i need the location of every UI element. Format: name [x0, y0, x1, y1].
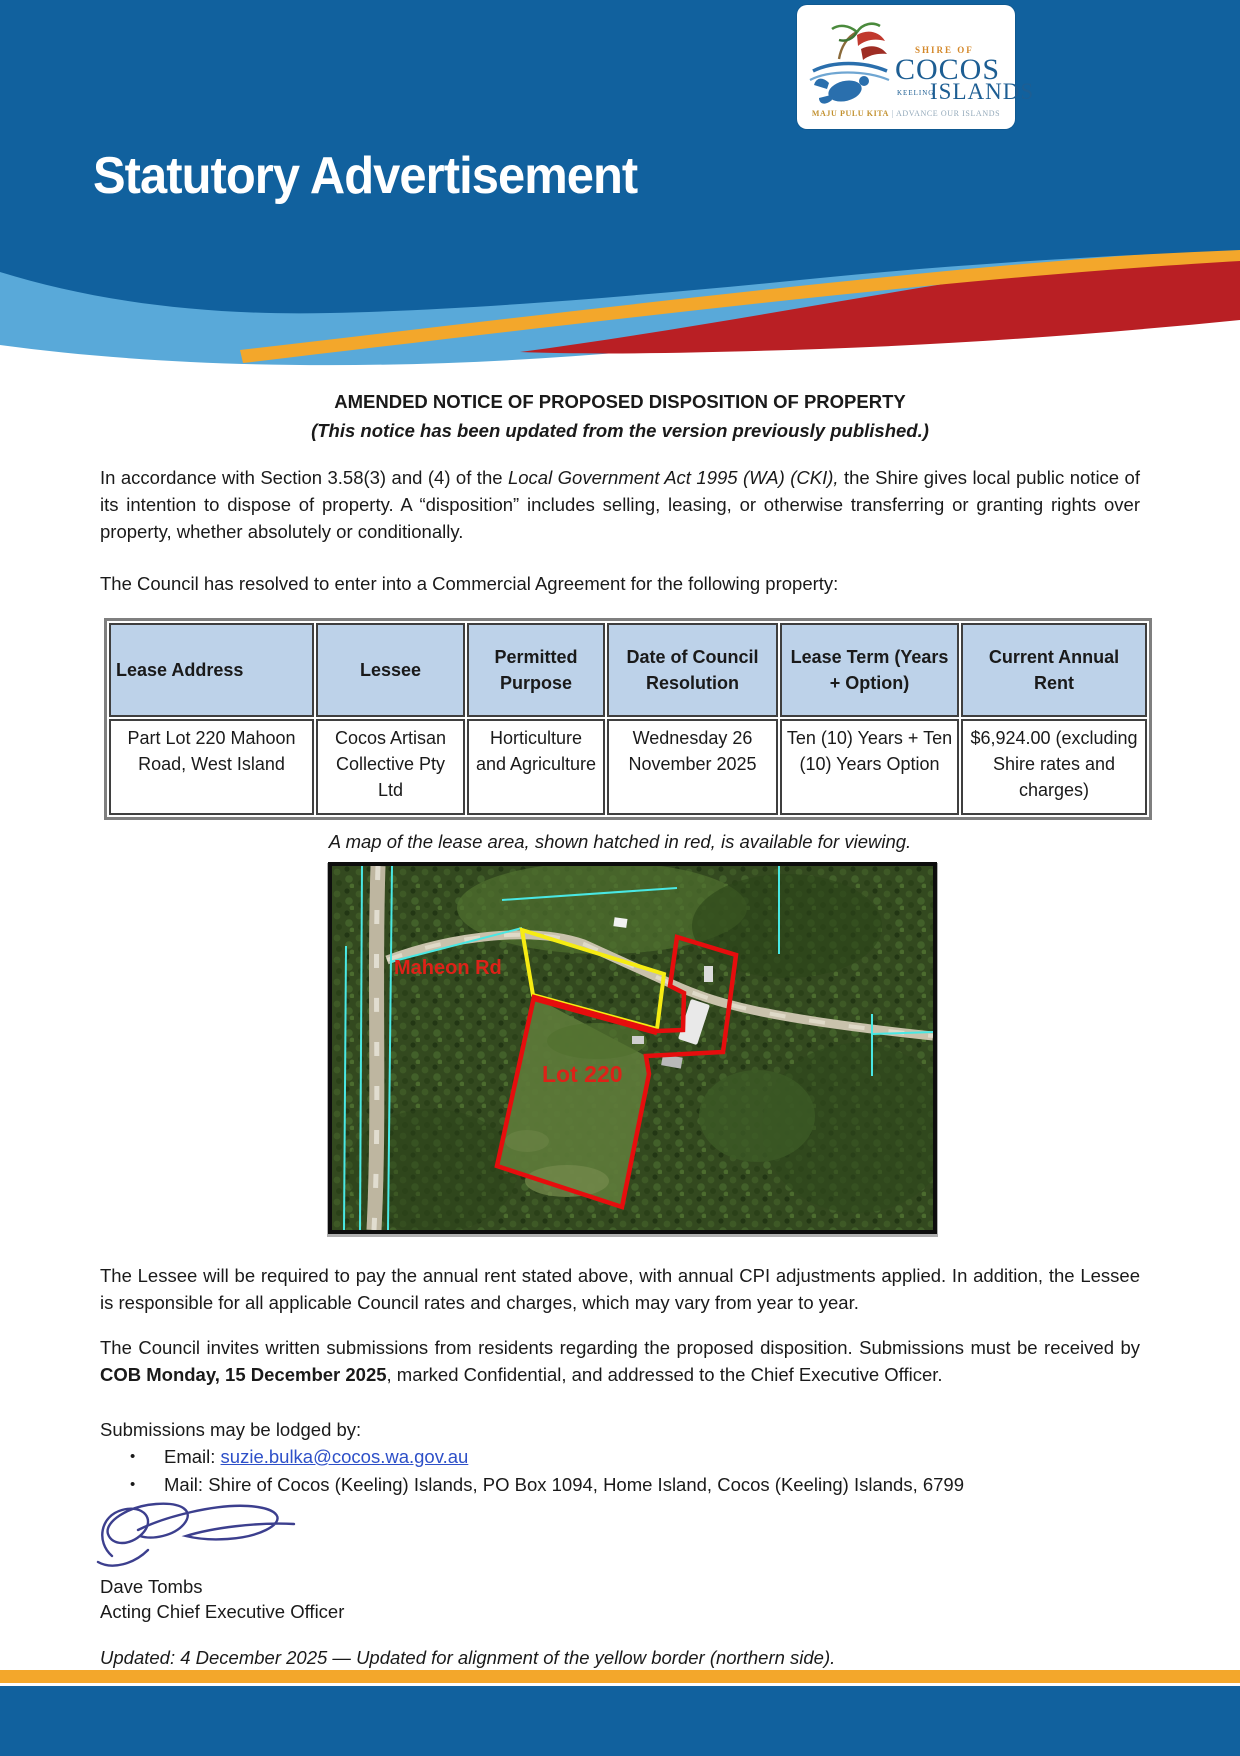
col-header-date-of-resolution: Date of Council Resolution	[607, 623, 778, 717]
logo-keeling-text: KEELING	[897, 89, 935, 97]
submissions-deadline: COB Monday, 15 December 2025	[100, 1364, 387, 1385]
col-header-lease-term: Lease Term (Years + Option)	[780, 623, 959, 717]
logo-cocos-text: COCOS	[895, 53, 1001, 86]
col-header-annual-rent: Current Annual Rent	[961, 623, 1147, 717]
lease-table-data-row	[109, 719, 1147, 815]
col-header-lessee: Lessee	[316, 623, 465, 717]
signature-scribble	[90, 1498, 320, 1574]
cell-date-of-resolution: Wednesday 26 November 2025	[607, 719, 778, 815]
signatory-title: Acting Chief Executive Officer	[100, 1601, 345, 1622]
bullet-icon: •	[130, 1476, 136, 1493]
email-label: Email:	[164, 1446, 221, 1467]
logo-shire-of-text: SHIRE OF	[915, 45, 974, 55]
map-road-label: Maheon Rd	[394, 957, 502, 979]
map-lot-label: Lot 220	[542, 1061, 623, 1087]
cell-lessee: Cocos Artisan Collective Pty Ltd	[316, 719, 465, 815]
logo-tagline	[797, 109, 1015, 118]
cell-lease-term: Ten (10) Years + Ten (10) Years Option	[780, 719, 959, 815]
intro-act-name: Local Government Act 1995 (WA) (CKI),	[507, 467, 839, 488]
lodged-by-label: Submissions may be lodged by:	[100, 1419, 362, 1440]
rent-paragraph: The Lessee will be required to pay the annual rent stated above, with annual CPI adjustments applied. In addition, the Lessee is responsible for all applicable Council rates and charges, which may vary from year to year.	[100, 1265, 1140, 1313]
intro-text-after: the Shire gives local public notice of its intention to dispose of property. A “disposition” includes selling, leasing, or otherwise transferring or granting rights over property, whether absolutely or conditionally.	[100, 467, 1140, 542]
updated-note: Updated: 4 December 2025 — Updated for alignment of the yellow border (northern side).	[100, 1647, 836, 1668]
resolved-paragraph: The Council has resolved to enter into a Commercial Agreement for the following property:	[100, 573, 839, 594]
bullet-icon: •	[130, 1448, 136, 1465]
lease-table-header-row	[109, 623, 1147, 717]
notice-heading: AMENDED NOTICE OF PROPOSED DISPOSITION OF PROPERTY	[334, 391, 906, 412]
page-title: Statutory Advertisement	[93, 147, 638, 205]
email-bullet-item	[130, 1444, 1140, 1470]
mail-bullet-item	[130, 1472, 1140, 1498]
mail-address: Mail: Shire of Cocos (Keeling) Islands, PO Box 1094, Home Island, Cocos (Keeling) Islands, 6799	[164, 1474, 965, 1495]
col-header-permitted-purpose: Permitted Purpose	[467, 623, 605, 717]
logo-tagline-right: ADVANCE OUR ISLANDS	[895, 109, 1001, 118]
notice-subheading: (This notice has been updated from the version previously published.)	[311, 420, 929, 441]
logo-tagline-separator: |	[889, 109, 896, 118]
lease-table-wrapper	[104, 618, 1152, 820]
cell-lease-address: Part Lot 220 Mahoon Road, West Island	[109, 719, 314, 815]
cell-annual-rent: $6,924.00 (excluding Shire rates and charges)	[961, 719, 1147, 815]
lease-area-map	[328, 862, 937, 1234]
map-caption: A map of the lease area, shown hatched in red, is available for viewing.	[328, 831, 912, 852]
submissions-paragraph	[100, 1334, 1140, 1388]
shire-logo-card	[797, 5, 1035, 129]
col-header-lease-address: Lease Address	[109, 623, 314, 717]
logo-islands-text: ISLANDS	[930, 79, 1035, 104]
shire-logo-graphic	[805, 21, 901, 113]
submissions-text-after: , marked Confidential, and addressed to the Chief Executive Officer.	[386, 1364, 943, 1385]
aerial-map-image	[332, 866, 933, 1230]
submissions-text-before: The Council invites written submissions from residents regarding the proposed disposition. Submissions must be received by	[100, 1337, 1140, 1358]
footer-orange-bar	[0, 1670, 1240, 1683]
intro-text-before: In accordance with Section 3.58(3) and (4) of the	[100, 467, 508, 488]
intro-paragraph	[100, 464, 1140, 545]
lease-table	[104, 618, 1152, 820]
footer-blue-bar	[0, 1686, 1240, 1756]
signatory-name: Dave Tombs	[100, 1576, 203, 1597]
logo-tagline-left: MAJU PULU KITA	[811, 109, 889, 118]
email-link[interactable]: suzie.bulka@cocos.wa.gov.au	[220, 1446, 469, 1467]
cell-permitted-purpose: Horticulture and Agriculture	[467, 719, 605, 815]
